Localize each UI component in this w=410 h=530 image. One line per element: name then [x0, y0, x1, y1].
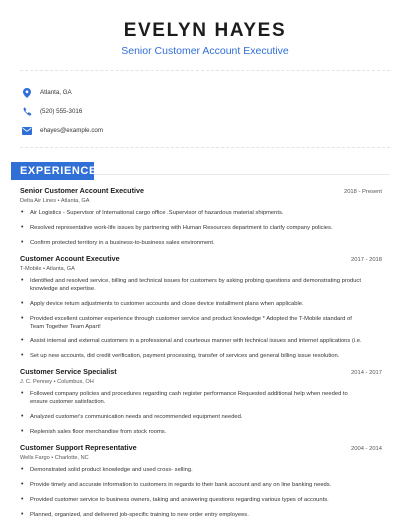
job-bullet	[20, 300, 382, 308]
job-bullet	[20, 511, 382, 519]
job-bullet	[20, 390, 382, 406]
job-entry	[20, 443, 382, 519]
job-title: Customer Support Representative	[20, 442, 137, 452]
job-dates: 2017 - 2018	[351, 256, 382, 263]
bullet-icon: •	[21, 276, 24, 284]
candidate-title: Senior Customer Account Executive	[121, 45, 289, 57]
bullet-text: Confirm protected territory in a business-to-business sales environment.	[30, 239, 215, 246]
job-header	[20, 254, 382, 263]
job-entry	[20, 367, 382, 436]
job-employer: T-Mobile • Atlanta, GA	[20, 265, 75, 272]
job-bullet	[20, 481, 382, 489]
bullet-text: Air Logistics - Supervisor of International cargo office .Supervisor of hazardous material shipments.	[30, 210, 284, 216]
job-title: Customer Account Executive	[20, 253, 120, 263]
experience-section-heading: EXPERIENCE	[11, 162, 94, 180]
bullet-text: Replenish sales floor merchandise from stock rooms.	[30, 429, 167, 436]
job-bullet	[20, 352, 382, 360]
job-bullet	[20, 466, 382, 474]
job-bullets	[20, 390, 382, 436]
location-text: Atlanta, GA	[40, 89, 72, 96]
bullet-icon: •	[21, 314, 24, 322]
contact-bottom-divider	[20, 147, 390, 148]
job-bullet	[20, 277, 382, 293]
job-header	[20, 367, 382, 376]
job-bullet	[20, 413, 382, 421]
job-header	[20, 186, 382, 195]
bullet-icon: •	[21, 480, 24, 488]
job-employer: Wells Fargo • Charlotte, NC	[20, 454, 89, 461]
bullet-text: Analyzed customer's communication needs and recommended equipment needed.	[30, 414, 243, 421]
job-bullet	[20, 428, 382, 436]
job-title: Customer Service Specialist	[20, 367, 117, 377]
job-bullet	[20, 239, 382, 247]
job-bullets	[20, 277, 382, 361]
job-dates: 2018 - Present	[343, 189, 382, 195]
contact-phone	[22, 102, 103, 121]
bullet-icon: •	[21, 495, 24, 503]
email-text: ehayes@example.com	[40, 127, 104, 134]
bullet-text: Identified and resolved service, billing and technical issues for customers by asking probing questions and demonstrating product knowledge and expertise.	[30, 277, 361, 292]
job-bullet	[20, 209, 382, 217]
job-entry	[20, 186, 382, 247]
location-pin-icon	[22, 88, 32, 98]
bullet-text: Provided excellent customer experience through customer service and product knowledge * Adopted the T-Mobile standard of Team Together Team Apart!	[30, 315, 352, 330]
bullet-text: Provided customer service to business owners, taking and answering questions regarding various types of accounts.	[30, 496, 329, 503]
bullet-icon: •	[21, 209, 24, 216]
bullet-icon: •	[21, 428, 24, 436]
job-bullet	[20, 224, 382, 232]
job-bullet	[20, 337, 382, 345]
job-entry	[20, 254, 382, 361]
bullet-text: Apply device return adjustments to customer accounts and close device installment plans when applicable.	[30, 300, 304, 307]
bullet-icon: •	[21, 465, 24, 473]
contact-location	[22, 83, 103, 102]
job-bullet	[20, 315, 382, 331]
contact-top-divider	[20, 70, 390, 71]
resume-header	[0, 20, 410, 57]
bullet-icon: •	[21, 238, 24, 246]
job-bullets	[20, 209, 382, 247]
bullet-text: Provide timely and accurate information to customers in regards to their bank account and any on line banking needs.	[30, 481, 332, 488]
job-bullets	[20, 466, 382, 519]
bullet-icon: •	[21, 352, 24, 360]
bullet-text: Resolved representative work-life issues by partnering with Human Resources department to clarify company policies.	[30, 224, 333, 231]
job-employer: J. C. Penney • Columbus, OH	[20, 379, 94, 386]
bullet-text: Demonstrated solid product knowledge and used cross- selling.	[30, 466, 193, 473]
job-dates: 2014 - 2017	[351, 370, 382, 377]
email-icon	[22, 126, 32, 136]
job-bullet	[20, 496, 382, 504]
section-divider	[94, 174, 390, 175]
bullet-icon: •	[21, 337, 24, 345]
experience-list	[20, 186, 382, 526]
contact-list	[22, 83, 103, 140]
bullet-icon: •	[21, 510, 24, 518]
job-dates: 2004 - 2014	[351, 445, 382, 452]
bullet-text: Planned, organized, and delivered job-specific training to new order entry employees.	[30, 511, 249, 518]
candidate-name: EVELYN HAYES	[123, 20, 287, 41]
phone-text: (520) 555-3016	[40, 108, 83, 115]
bullet-text: Assist internal and external customers in a professional and courteous manner with technical issues and internet applications (i.e.	[30, 338, 362, 345]
job-employer: Delta Air Lines • Atlanta, GA	[20, 198, 90, 204]
bullet-icon: •	[21, 390, 24, 398]
bullet-icon: •	[21, 413, 24, 421]
bullet-icon: •	[21, 223, 24, 231]
bullet-icon: •	[21, 299, 24, 307]
bullet-text: Set up new accounts, did credit verification, payment processing, transfer of services and general billing issue resolution.	[30, 353, 340, 360]
job-title: Senior Customer Account Executive	[20, 186, 144, 195]
bullet-text: Followed company policies and procedures regarding cash register performance Requested additional help when needed to ensure customer satisfaction.	[30, 391, 348, 406]
phone-icon	[22, 107, 32, 117]
job-header	[20, 443, 382, 452]
contact-email	[22, 121, 103, 140]
